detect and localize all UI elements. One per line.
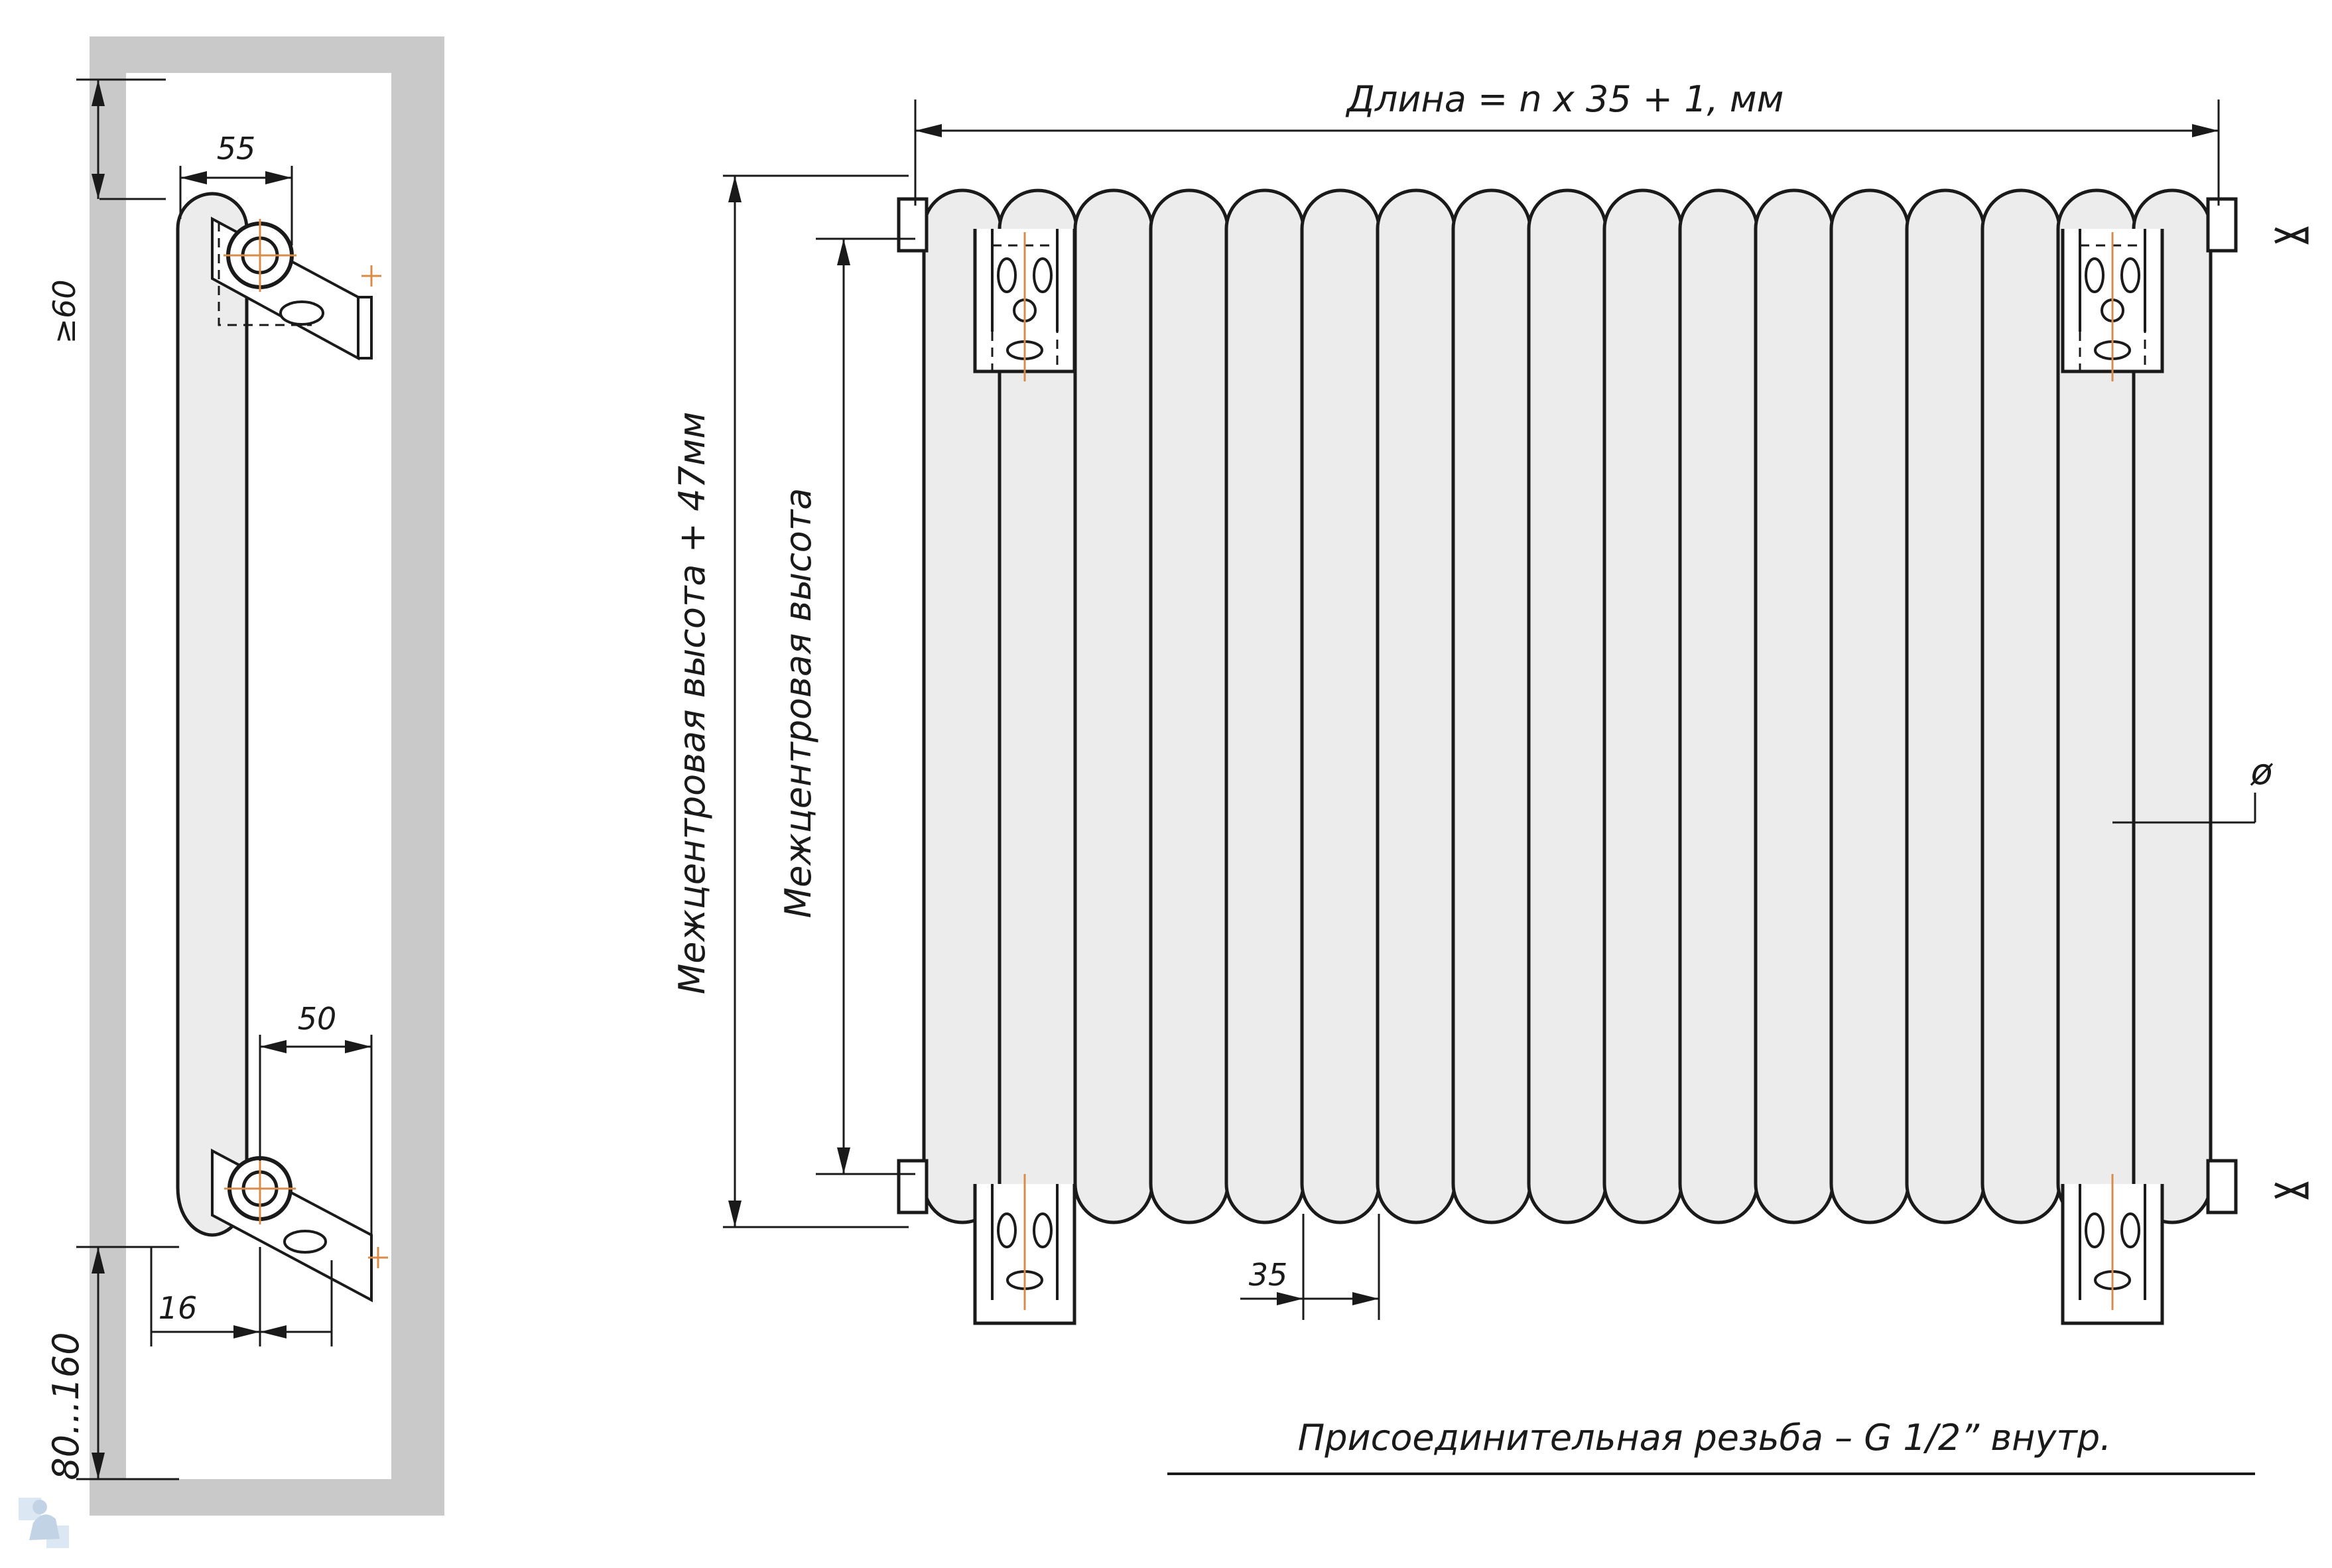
label-pitch-35: 35: [1248, 1257, 1288, 1293]
label-top-bracket-55: 55: [216, 131, 256, 166]
label-center-height: Межцентровая высота: [777, 488, 819, 919]
label-bottom-bracket-50: 50: [297, 1001, 337, 1037]
label-floor-gap: 80...160: [45, 1332, 87, 1480]
label-height-plus-47: Межцентровая высота + 47мм: [671, 411, 713, 995]
label-offset-16: 16: [158, 1290, 198, 1326]
label-thread-note: Присоединительная резьба – G 1/2” внутр.: [1297, 1417, 2112, 1459]
label-length: Длина = n x 35 + 1, мм: [1346, 78, 1784, 120]
label-wall-gap: ≥60: [46, 279, 82, 344]
label-diameter: ø: [2250, 751, 2273, 793]
